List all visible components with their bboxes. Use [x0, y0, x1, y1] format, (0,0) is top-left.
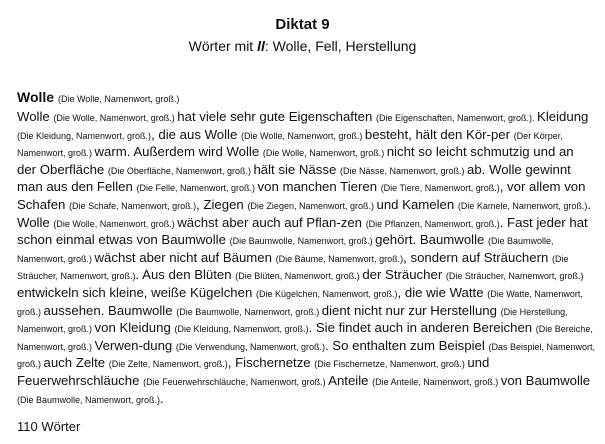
noun-annotation: (Die Baumwolle, Namenwort, groß.) — [17, 394, 161, 405]
text-segment: , die aus Wolle — [151, 126, 241, 142]
text-segment: hält sie Nässe — [253, 161, 340, 177]
noun-annotation: (Die Baumwolle, Namenwort, groß.) — [17, 236, 554, 264]
noun-annotation: (Das Beispiel, Namenwort, groß.) — [17, 341, 596, 370]
subtitle-prefix: Wörter mit — [188, 38, 258, 54]
text-segment: auch Zelte — [43, 355, 109, 371]
text-segment: warm. Außerdem wird Wolle — [94, 144, 263, 160]
noun-annotation: (Die Ziegen, Namenwort, groß.) — [247, 200, 377, 211]
subtitle-ll-highlight: ll — [257, 38, 265, 54]
text-segment: Anteile — [328, 372, 373, 388]
page-subtitle — [0, 38, 605, 54]
section-head-word: Wolle — [17, 89, 55, 105]
text-segment: Kleidung — [537, 109, 589, 124]
noun-annotation: (Die Blüten, Namenwort, groß.) — [235, 271, 363, 282]
text-segment: , sondern auf Sträuchern — [403, 249, 552, 265]
noun-annotation: (Die Fischernetze, Namenwort, groß.) — [314, 359, 468, 370]
noun-annotation: (Die Watte, Namenwort, groß.) — [17, 288, 583, 317]
noun-annotation: (Die Feuerwehrschläuche, Namenwort, groß.) — [143, 376, 329, 387]
dictation-text — [17, 109, 595, 408]
text-segment: . — [160, 390, 164, 406]
text-segment: . Sie findet auch in anderen Bereichen — [308, 320, 536, 336]
text-segment: von manchen Tieren — [257, 179, 381, 195]
text-segment: Wolle — [17, 109, 54, 124]
noun-annotation: (Die Nässe, Namenwort, groß.) — [339, 165, 467, 176]
text-segment: , Fischernetze — [227, 355, 315, 371]
section-head-note: (Die Wolle, Namenwort, groß.) — [57, 94, 180, 104]
noun-annotation: (Die Eigenschaften, Namenwort, groß.). — [375, 113, 538, 123]
noun-annotation: (Die Bäume, Namenwort, groß.) — [275, 253, 404, 264]
noun-annotation: (Die Schafe, Namenwort, groß.) — [69, 200, 197, 211]
text-segment: dient nicht nur zur Herstellung — [321, 302, 501, 318]
noun-annotation: (Der Körper, Namenwort, groß.) — [17, 130, 563, 159]
text-segment: von Kleidung — [94, 320, 175, 336]
text-segment: . Aus den Blüten — [135, 267, 236, 283]
text-segment: wächst aber auch auf Pflan-zen — [177, 214, 366, 230]
noun-annotation: (Die Herstellung, Namenwort, groß.) — [17, 306, 568, 335]
noun-annotation: (Die Felle, Namenwort, groß.) — [136, 183, 258, 194]
word-count: 110 Wörter — [17, 419, 81, 434]
text-segment: , vor allem von Schafen — [17, 179, 586, 212]
text-segment: gehört. Baumwolle — [375, 232, 489, 248]
noun-annotation: (Die Zelte, Namenwort, groß.) — [108, 359, 228, 370]
noun-annotation: (Die Bereiche, Namenwort, groß.) — [17, 324, 593, 352]
section-heading — [17, 89, 179, 105]
noun-annotation: (Die Tiere, Namenwort, groß.) — [380, 183, 500, 194]
noun-annotation: (Die Wolle, Namenwort, groß.) — [240, 130, 365, 141]
text-segment: und Feuerwehrschläuche — [17, 355, 490, 388]
page-title: Diktat 9 — [275, 16, 330, 33]
noun-annotation: (Die Kügelchen, Namenwort, groß.) — [255, 288, 398, 299]
noun-annotation: (Die Sträucher, Namenwort, groß.) — [445, 271, 584, 282]
text-segment: wächst aber nicht auf Bäumen — [94, 249, 276, 265]
noun-annotation: (Die Wolle, Namenwort, groß.) — [53, 218, 178, 229]
noun-annotation: (Die Wolle, Namenwort, groß.) — [262, 148, 387, 159]
noun-annotation: (Die Kleidung, Namenwort, groß.) — [17, 130, 152, 141]
text-segment: von Baumwolle — [500, 372, 591, 388]
noun-annotation: (Die Baumwolle, Namenwort, groß.) — [176, 306, 322, 317]
text-segment: entwickeln sich kleine, weiße Kügelchen — [17, 284, 256, 300]
text-segment: , Ziegen — [196, 196, 248, 212]
noun-annotation: (Die Kamele, Namenwort, groß.) — [457, 200, 588, 211]
noun-annotation: (Die Sträucher, Namenwort, groß.) — [17, 253, 569, 282]
noun-annotation: (Die Baumwolle, Namenwort, groß.) — [229, 236, 376, 247]
text-segment: hat viele sehr gute Eigenschaften — [177, 109, 376, 124]
noun-annotation: (Die Anteile, Namenwort, groß.) — [372, 376, 501, 387]
text-segment: Verwen-dung — [94, 337, 176, 353]
text-segment: aussehen. Baumwolle — [43, 302, 177, 318]
text-segment: der Sträucher — [362, 267, 446, 283]
text-segment: ab. Wolle gewinnt man aus den Fellen — [17, 161, 571, 195]
noun-annotation: (Die Kleidung, Namenwort, groß.) — [174, 324, 309, 335]
text-segment: und Kamelen — [376, 196, 458, 212]
subtitle-suffix: : Wolle, Fell, Herstellung — [264, 38, 417, 54]
text-segment: . Fast jeder hat schon einmal etwas von Baumwolle — [17, 214, 588, 248]
noun-annotation: (Die Verwendung, Namenwort, groß.) — [175, 341, 325, 352]
noun-annotation: (Die Pflanzen, Namenwort, groß.) — [365, 218, 500, 229]
noun-annotation: (Die Wolle, Namenwort, groß.) — [53, 113, 178, 123]
noun-annotation: (Die Oberfläche, Namenwort, groß.) — [107, 165, 254, 176]
text-segment: besteht, hält den Kör-per — [364, 126, 514, 142]
text-segment: , die wie Watte — [397, 284, 488, 300]
text-segment: nicht so leicht schmutzig und an der Oberfläche — [17, 144, 574, 177]
text-segment: . So enthalten zum Beispiel — [324, 337, 489, 353]
text-segment: . Wolle — [17, 196, 592, 230]
